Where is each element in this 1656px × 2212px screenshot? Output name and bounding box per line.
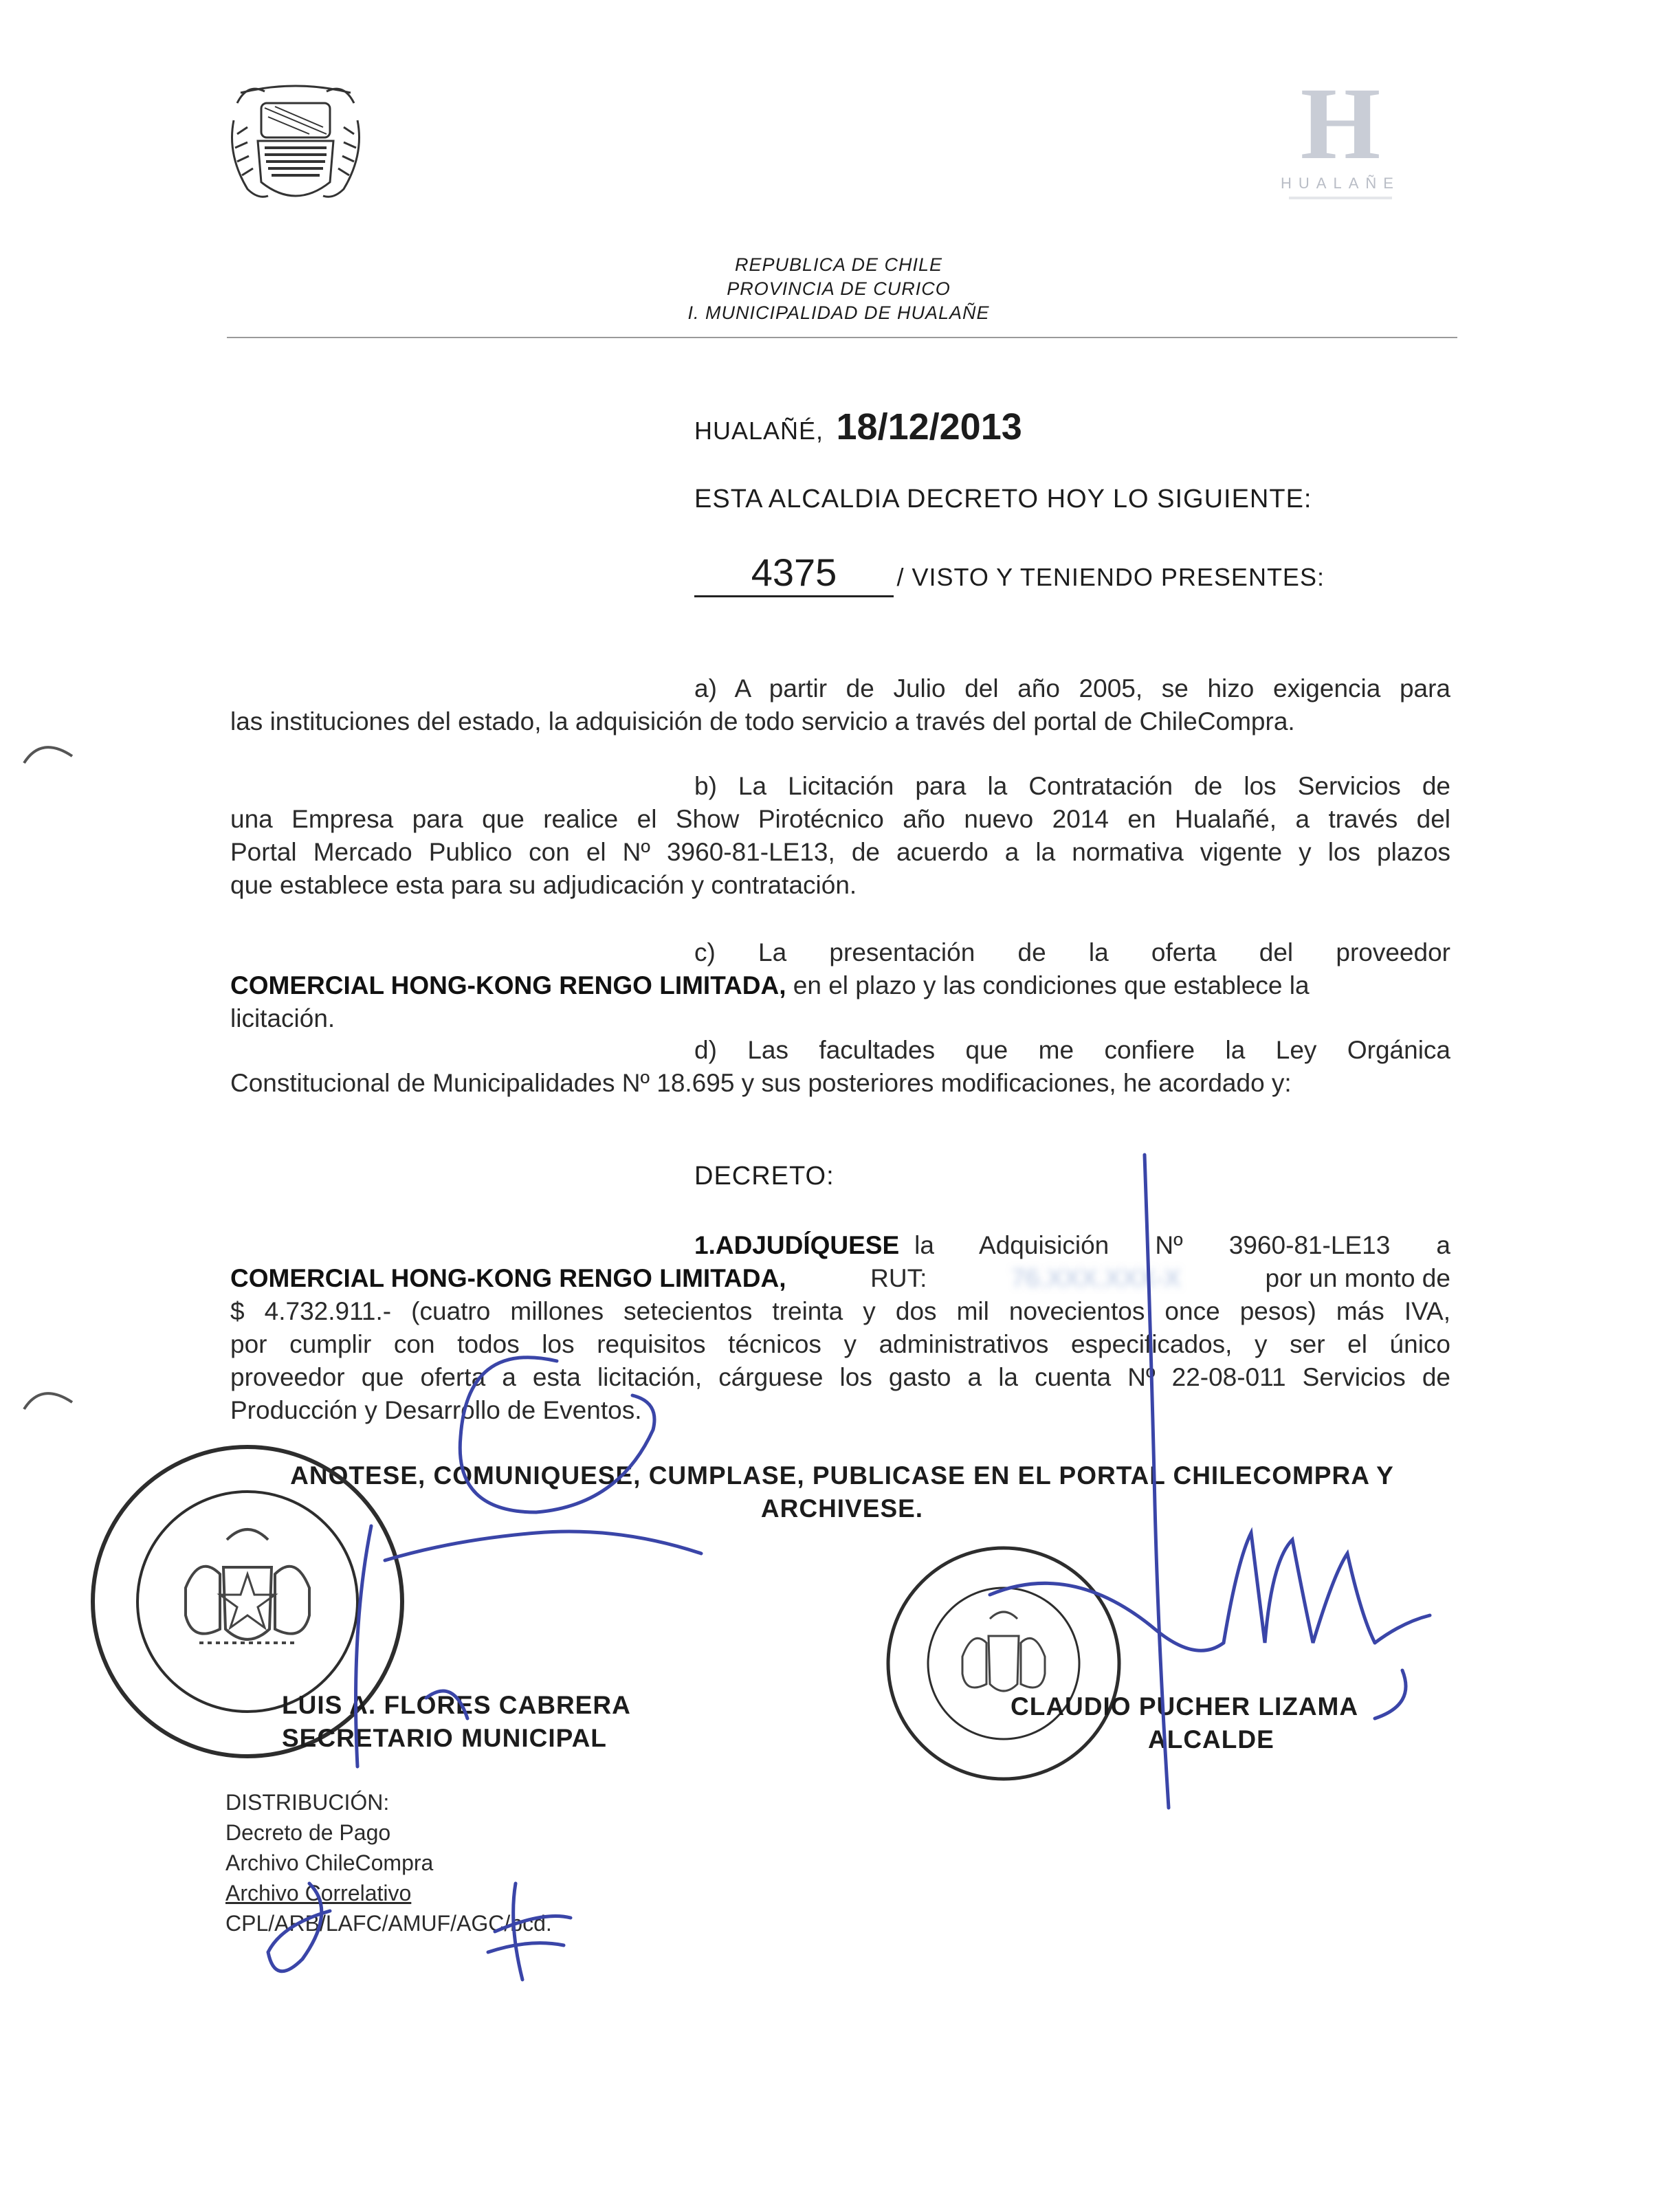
- hualane-logo: [1279, 67, 1402, 199]
- closing-line2: ARCHIVESE.: [760, 1494, 924, 1523]
- consideration-c-rest: en el plazo y las condiciones que establece la: [786, 971, 1310, 999]
- rut-value-redacted: 76.XXX.XXX-X: [1011, 1264, 1181, 1292]
- consideration-d-first: d) Las facultades que me confiere la Ley Orgánica: [694, 1036, 1450, 1064]
- date-place: HUALAÑÉ,: [694, 417, 824, 445]
- logo-underline: [1289, 197, 1392, 199]
- consideration-c-first: c) La presentación de la oferta del proveedor: [694, 938, 1450, 966]
- punch-hole-mark: [21, 1382, 76, 1423]
- rut-label: RUT:: [870, 1264, 927, 1292]
- header-divider: [227, 337, 1457, 338]
- provider-name: COMERCIAL HONG-KONG RENGO LIMITADA,: [230, 971, 786, 999]
- secretary-title: SECRETARIO MUNICIPAL: [282, 1724, 607, 1752]
- header-province: PROVINCIA DE CURICO: [727, 278, 951, 299]
- resolution-company: COMERCIAL HONG-KONG RENGO LIMITADA,: [230, 1264, 786, 1292]
- header-municipality: I. MUNICIPALIDAD DE HUALAÑE: [687, 302, 990, 323]
- resolution-line2-rest: por un monto de: [1265, 1264, 1450, 1292]
- decree-number-line: [694, 550, 1325, 597]
- date-value: 18/12/2013: [836, 406, 1022, 447]
- punch-hole-mark: [21, 736, 76, 777]
- distribution-item: Archivo Correlativo: [225, 1881, 412, 1905]
- distribution-item: Decreto de Pago: [225, 1820, 391, 1845]
- consideration-b-line2: una Empresa para que realice el Show Pirotécnico año nuevo 2014 en Hualañé, a través del: [230, 805, 1450, 833]
- resolution-line1-rest: la Adquisición Nº 3960-81-LE13 a: [914, 1231, 1450, 1259]
- consideration-c-line2: [230, 969, 1450, 1002]
- mayor-name: CLAUDIO PUCHER LIZAMA: [1011, 1692, 1359, 1721]
- resolution-line4: por cumplir con todos los requisitos técnicos y administrativos especificados, y ser el único: [230, 1330, 1450, 1358]
- decreto-label: DECRETO:: [694, 1162, 835, 1191]
- consideration-a-rest: las instituciones del estado, la adquisición de todo servicio a través del portal de ChileCompra.: [230, 707, 1295, 736]
- resolution-line6: Producción y Desarrollo de Eventos.: [230, 1396, 642, 1424]
- consideration-b-line4: que establece esta para su adjudicación y contratación.: [230, 871, 857, 899]
- mayor-title: ALCALDE: [1148, 1725, 1274, 1754]
- initials-scribble: [254, 1870, 612, 1993]
- date-line: [694, 406, 1022, 448]
- resolution-line3: $ 4.732.911.- (cuatro millones setecientos treinta y dos mil novecientos once pesos) más IVA,: [230, 1297, 1450, 1325]
- header-republic: REPUBLICA DE CHILE: [734, 254, 943, 275]
- consideration-d-rest: Constitucional de Municipalidades Nº 18.695 y sus posteriores modificaciones, he acordado y:: [230, 1069, 1292, 1097]
- secretary-handwritten-signature: [330, 1334, 742, 1787]
- intro-line: ESTA ALCALDIA DECRETO HOY LO SIGUIENTE:: [694, 485, 1312, 513]
- resolution-number: 1.: [694, 1231, 716, 1259]
- resolution-verb: ADJUDÍQUESE: [715, 1231, 900, 1259]
- distribution-item: CPL/ARB/LAFC/AMUF/AGC/bcd.: [225, 1911, 552, 1936]
- coat-of-arms-emblem: [227, 79, 364, 210]
- distribution-title: DISTRIBUCIÓN:: [225, 1790, 390, 1815]
- consideration-b-line3: Portal Mercado Publico con el Nº 3960-81-LE13, de acuerdo a la normativa vigente y los plazos: [230, 838, 1450, 866]
- consideration-a-first: a) A partir de Julio del año 2005, se hizo exigencia para: [694, 674, 1450, 703]
- consideration-c-last: licitación.: [230, 1004, 335, 1032]
- closing-line1: ANOTESE, COMUNIQUESE, CUMPLASE, PUBLICASE EN EL PORTAL CHILECOMPRA Y: [290, 1461, 1394, 1490]
- distribution-item: Archivo ChileCompra: [225, 1850, 434, 1875]
- logo-wordmark: HUALAÑE: [1281, 175, 1400, 192]
- mayor-handwritten-signature: [990, 1148, 1471, 1822]
- decree-number: 4375: [694, 550, 894, 597]
- logo-mark: H: [1300, 67, 1381, 181]
- secretary-name: LUIS A. FLORES CABRERA: [282, 1691, 631, 1719]
- resolution-line5: proveedor que oferta a esta licitación, cárguese los gasto a la cuenta Nº 22-08-011 Servicios de: [230, 1363, 1450, 1391]
- consideration-b-first: b) La Licitación para la Contratación de los Servicios de: [694, 772, 1450, 800]
- visto-label: / VISTO Y TENIENDO PRESENTES:: [896, 563, 1325, 591]
